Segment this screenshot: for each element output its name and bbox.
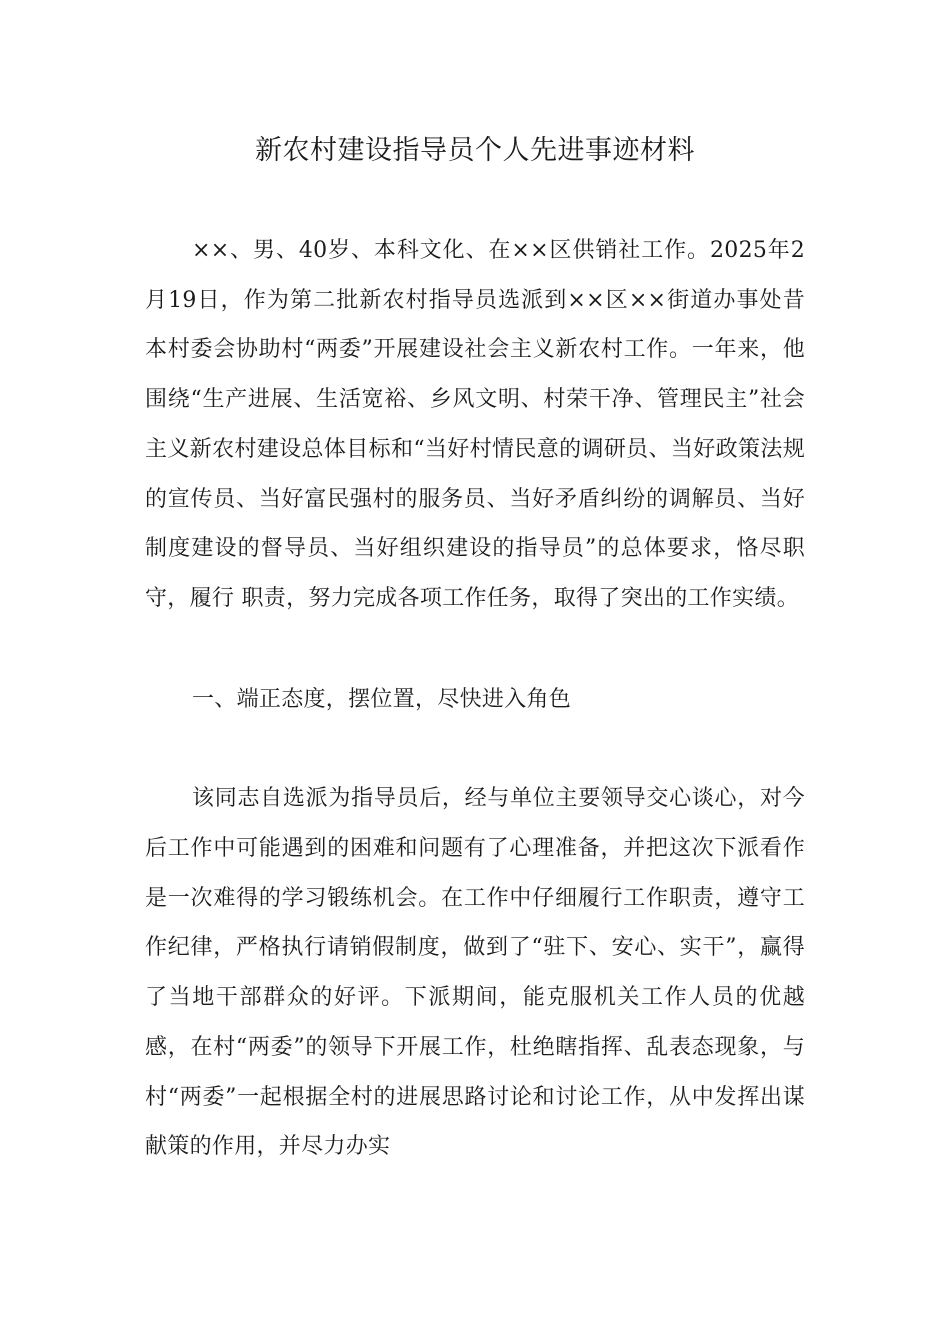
section-1-paragraph: 该同志自选派为指导员后，经与单位主要领导交心谈心，对今后工作中可能遇到的困难和问题有了心理准备，并把这次下派看作是一次难得的学习锻练机会。在工作中仔细履行工作职责，遵守工作纪律，严格执行请销假制度，做到了“驻下、安心、实干”，赢得了当地干部群众的好评。下派期间，能克服机关工作人员的优越感，在村“两委”的领导下开展工作，杜绝瞎指挥、乱表态现象，与村“两委”一起根据全村的进展思路讨论和讨论工作，从中发挥出谋献策的作用，并尽力办实 [145, 786, 805, 1160]
section-heading-1: 一、端正态度，摆位置，尽快进入角色 [192, 686, 572, 712]
document-title: 新农村建设指导员个人先进事迹材料 [255, 135, 695, 166]
intro-paragraph: ××、男、40岁、本科文化、在××区供销社工作。2025年2月19日，作为第二批新农村指导员选派到××区××街道办事处昔本村委会协助村“两委”开展建设社会主义新农村工作。一年来，他围绕“生产进展、生活宽裕、乡风文明、村荣干净、管理民主”社会主义新农村建设总体目标和“当好村情民意的调研员、当好政策法规的宣传员、当好富民强村的服务员、当好矛盾纠纷的调解员、当好制度建设的督导员、当好组织建设的指导员”的总体要求，恪尽职守，履行 职责，努力完成各项工作任务，取得了突出的工作实绩。 [145, 238, 805, 611]
document-body [145, 226, 805, 1172]
